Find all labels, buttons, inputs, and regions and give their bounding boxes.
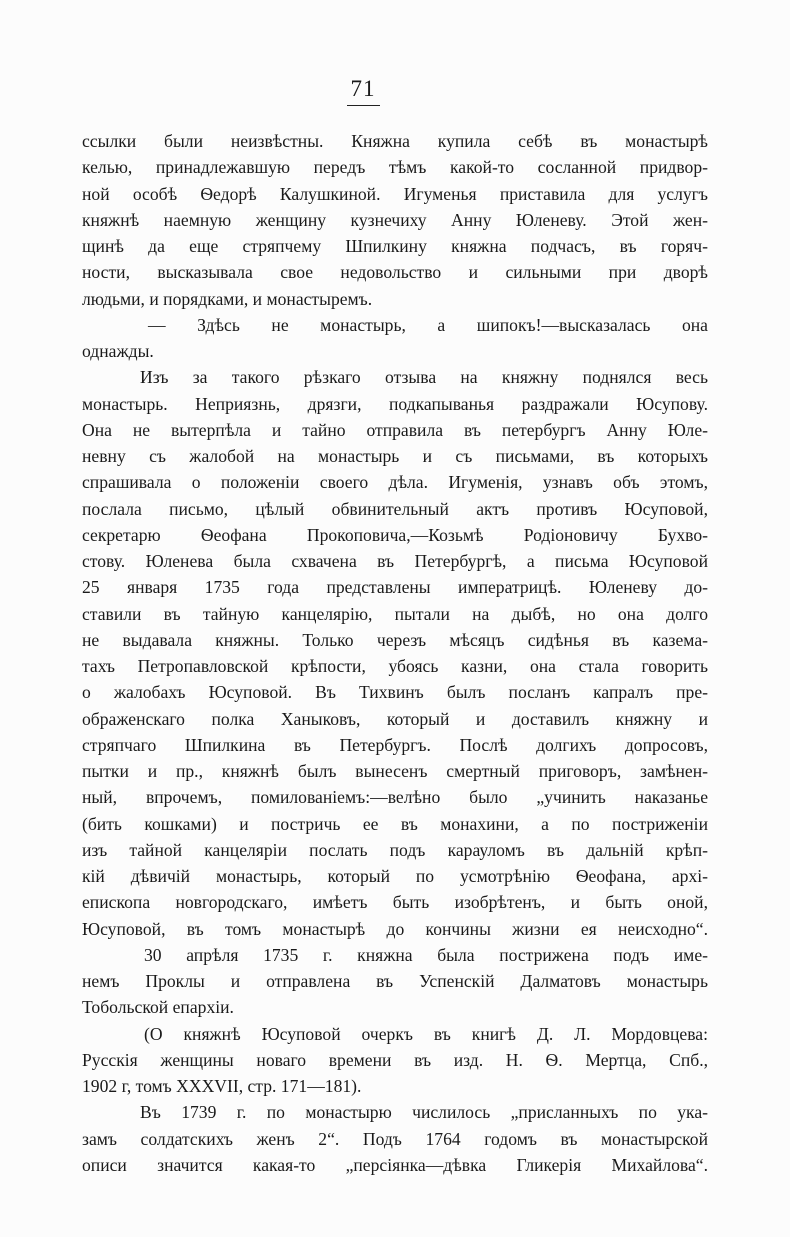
text-line: людьми, и порядками, и монастыремъ. xyxy=(82,288,373,309)
text-line: ображенскаго полка Ханыковъ, который и доставилъ княжну и xyxy=(82,708,708,729)
text-line: пытки и пр., княжнѣ былъ вынесенъ смертный приговоръ, замѣнен- xyxy=(82,761,708,781)
text-line: кій дѣвичій монастырь, который по усмотрѣнію Ѳеофана, архі- xyxy=(82,866,708,886)
text-line: Русскія женщины новаго времени въ изд. Н. Ѳ. Мертца, Спб., xyxy=(82,1049,708,1070)
text-line: описи значится какая-то „персіянка—дѣвка Гликерія Михайлова“. xyxy=(82,1154,708,1175)
text-line: монастырь. Неприязнь, дрязги, подкапыванья раздражали Юсупову. xyxy=(82,393,708,414)
text-line: ной особѣ Ѳедорѣ Калушкиной. Игуменья приставила для услугъ xyxy=(82,183,708,204)
text-line: щинѣ да еще стряпчему Шпилкину княжна подчасъ, въ горяч- xyxy=(82,236,708,256)
text-line: — Здѣсь не монастырь, а шипокъ!—высказалась она xyxy=(148,314,708,335)
text-line: 30 апрѣля 1735 г. княжна была пострижена подъ име- xyxy=(144,944,708,965)
body-text xyxy=(82,128,708,1178)
text-line: стову. Юленева была схвачена въ Петербургѣ, а письма Юсуповой xyxy=(82,551,708,571)
text-line: невну съ жалобой на монастырь и съ письмами, въ которыхъ xyxy=(82,446,708,466)
text-line: Юсуповой, въ томъ монастырѣ до кончины жизни ея неисходно“. xyxy=(82,918,708,939)
page-number xyxy=(0,76,726,106)
text-line: послала письмо, цѣлый обвинительный актъ противъ Юсуповой, xyxy=(82,498,708,519)
text-line: замъ солдатскихъ женъ 2“. Подъ 1764 годомъ въ монастырской xyxy=(82,1128,708,1149)
page-number-text: 71 xyxy=(347,76,380,106)
text-line: Въ 1739 г. по монастырю числилось „присланныхъ по ука- xyxy=(140,1102,708,1123)
text-line: немъ Проклы и отправлена въ Успенскій Далматовъ монастырь xyxy=(82,971,708,991)
text-line: ссылки были неизвѣстны. Княжна купила себѣ въ монастырѣ xyxy=(82,131,708,151)
text-line: ставили въ тайную канцелярію, пытали на дыбѣ, но она долго xyxy=(82,603,708,624)
text-line: Тобольской епархіи. xyxy=(82,997,234,1018)
text-line: Она не вытерпѣла и тайно отправила въ петербургъ Анну Юле- xyxy=(82,419,708,440)
text-line: (О княжнѣ Юсуповой очеркъ въ книгѣ Д. Л. Мордовцева: xyxy=(144,1023,708,1044)
text-line: 1902 г, томъ XXXVII, стр. 171—181). xyxy=(82,1076,362,1096)
text-line: (бить кошками) и постричь ее въ монахини, а по постриженіи xyxy=(82,813,708,834)
text-line: стряпчаго Шпилкина въ Петербургъ. Послѣ долгихъ допросовъ, xyxy=(82,734,708,755)
text-line: ности, высказывала свое недовольство и сильными при дворѣ xyxy=(82,262,708,283)
text-line: княжнѣ наемную женщину кузнечиху Анну Юленеву. Этой жен- xyxy=(82,209,708,230)
text-line: изъ тайной канцеляріи послать подъ карауломъ въ дальній крѣп- xyxy=(82,839,708,860)
text-line: 25 января 1735 года представлены императрицѣ. Юленеву до- xyxy=(82,577,708,598)
text-line: не выдавала княжны. Только черезъ мѣсяцъ сидѣнья въ казема- xyxy=(82,629,708,650)
text-line: тахъ Петропавловской крѣпости, убоясь казни, она стала говорить xyxy=(82,656,708,676)
text-line: о жалобахъ Юсуповой. Въ Тихвинъ былъ посланъ капралъ пре- xyxy=(82,682,708,703)
text-line: ный, впрочемъ, помилованіемъ:—велѣно было „учинить наказанье xyxy=(82,787,708,808)
text-line: спрашивала о положеніи своего дѣла. Игуменія, узнавъ объ этомъ, xyxy=(82,472,708,493)
text-line: Изъ за такого рѣзкаго отзыва на княжну поднялся весь xyxy=(140,367,708,388)
text-line: епископа новгородскаго, имѣетъ быть изобрѣтенъ, и быть оной, xyxy=(82,892,708,913)
text-line: секретарю Ѳеофана Прокоповича,—Козьмѣ Родіоновичу Бухво- xyxy=(82,524,708,545)
text-line: однажды. xyxy=(82,341,154,361)
text-line: келью, принадлежавшую передъ тѣмъ какой-то сосланной придвор- xyxy=(82,157,708,178)
